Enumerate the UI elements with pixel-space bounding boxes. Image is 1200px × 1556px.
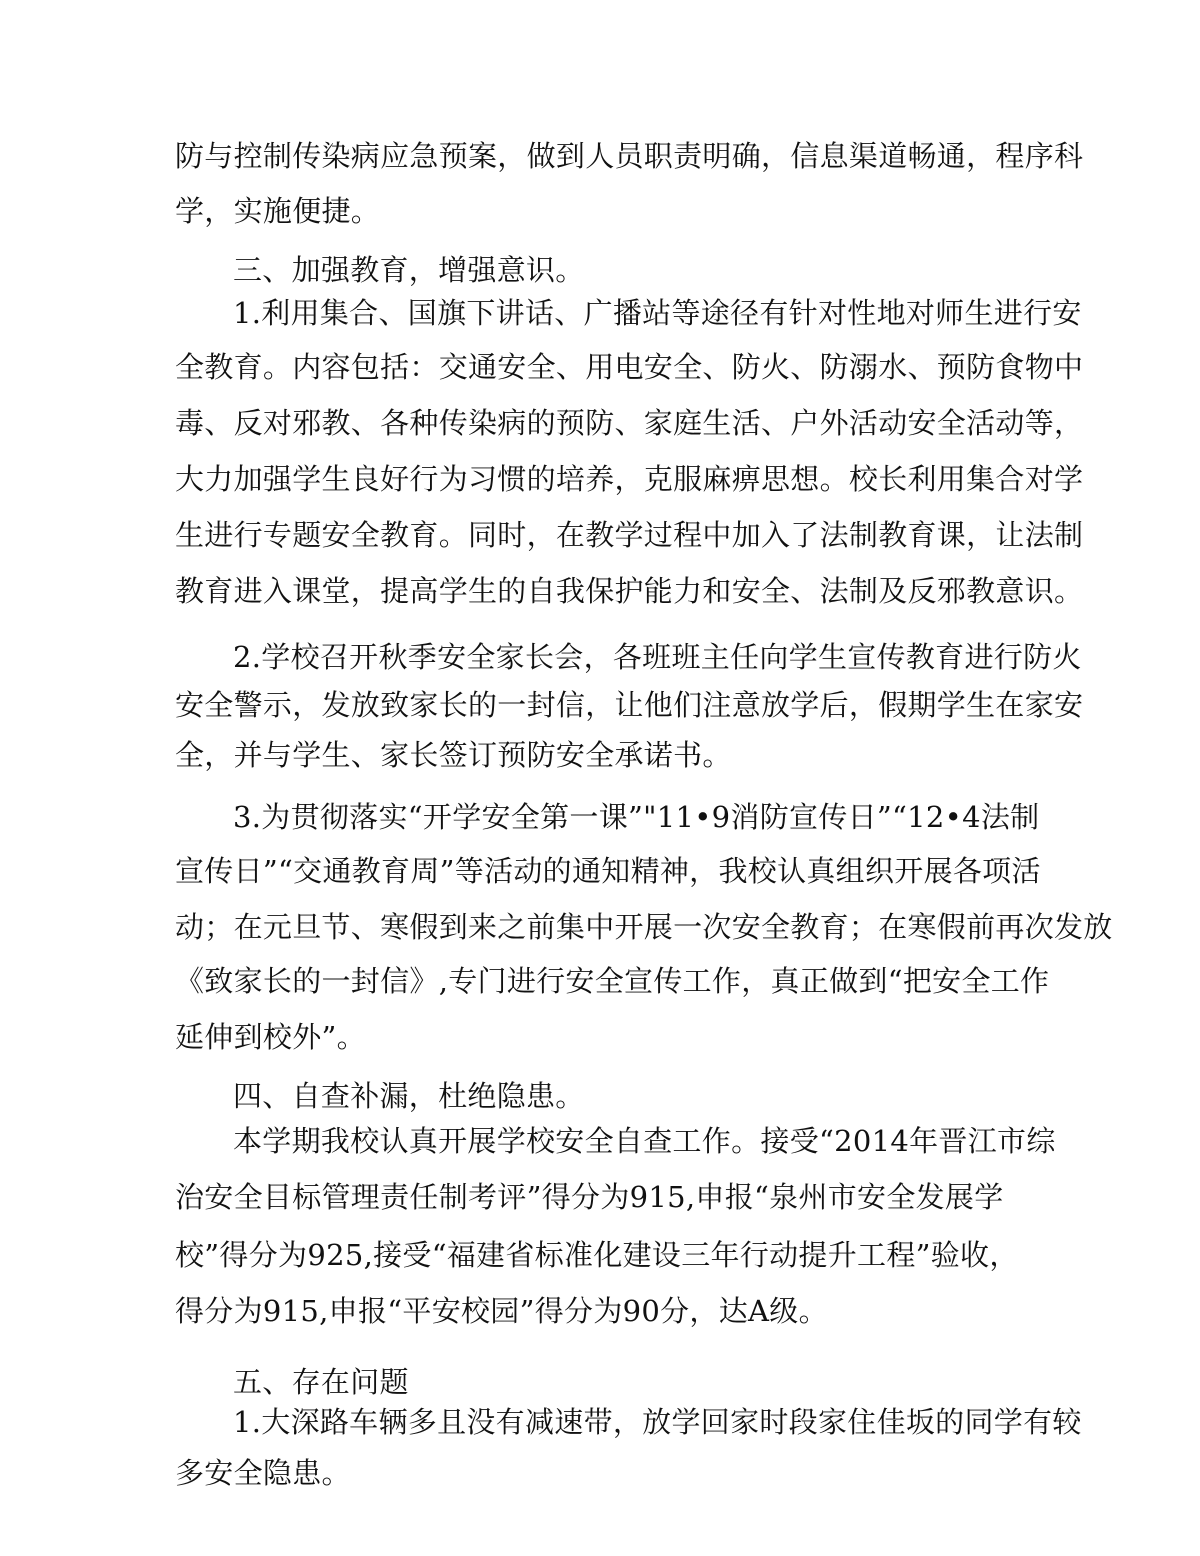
paragraph-line: 得分为915,申报“平安校园”得分为90分，达A级。 — [175, 1294, 828, 1328]
paragraph-line: 多安全隐患。 — [175, 1456, 351, 1490]
paragraph-line: 治安全目标管理责任制考评”得分为915,申报“泉州市安全发展学 — [175, 1180, 1004, 1214]
paragraph-line: 大力加强学生良好行为习惯的培养，克服麻痹思想。校长利用集合对学 — [175, 462, 1084, 496]
paragraph-line: 校”得分为925,接受“福建省标准化建设三年行动提升工程”验收， — [175, 1238, 1019, 1272]
paragraph-line: 本学期我校认真开展学校安全自查工作。接受“2014年晋江市综 — [233, 1124, 1056, 1158]
paragraph-line: 教育进入课堂，提高学生的自我保护能力和安全、法制及反邪教意识。 — [175, 574, 1084, 608]
paragraph-line: 学，实施便捷。 — [175, 194, 381, 228]
paragraph-line: 毒、反对邪教、各种传染病的预防、家庭生活、户外活动安全活动等， — [175, 406, 1084, 440]
paragraph-line: 宣传日”“交通教育周”等活动的通知精神，我校认真组织开展各项活 — [175, 854, 1041, 888]
paragraph-line: 《致家长的一封信》,专门进行安全宣传工作，真正做到“把安全工作 — [175, 964, 1050, 998]
paragraph-line: 1.利用集合、国旗下讲话、广播站等途径有针对性地对师生进行安 — [233, 296, 1082, 330]
section-heading: 三、加强教育，增强意识。 — [233, 253, 585, 287]
section-heading: 五、存在问题 — [233, 1365, 409, 1399]
paragraph-line: 2.学校召开秋季安全家长会，各班班主任向学生宣传教育进行防火 — [233, 640, 1082, 674]
paragraph-line: 生进行专题安全教育。同时，在教学过程中加入了法制教育课，让法制 — [175, 518, 1084, 552]
paragraph-line: 全，并与学生、家长签订预防安全承诺书。 — [175, 738, 732, 772]
paragraph-line: 安全警示，发放致家长的一封信，让他们注意放学后，假期学生在家安 — [175, 688, 1084, 722]
section-heading: 四、自查补漏，杜绝隐患。 — [233, 1079, 585, 1113]
paragraph-line: 3.为贯彻落实“开学安全第一课”"11•9消防宣传日”“12•4法制 — [233, 800, 1040, 834]
paragraph-line: 防与控制传染病应急预案，做到人员职责明确，信息渠道畅通，程序科 — [175, 139, 1084, 173]
paragraph-line: 1.大深路车辆多且没有减速带，放学回家时段家住佳坂的同学有较 — [233, 1405, 1082, 1439]
paragraph-line: 动；在元旦节、寒假到来之前集中开展一次安全教育；在寒假前再次发放 — [175, 910, 1113, 944]
paragraph-line: 延伸到校外”。 — [175, 1020, 366, 1054]
paragraph-line: 全教育。内容包括：交通安全、用电安全、防火、防溺水、预防食物中 — [175, 350, 1084, 384]
